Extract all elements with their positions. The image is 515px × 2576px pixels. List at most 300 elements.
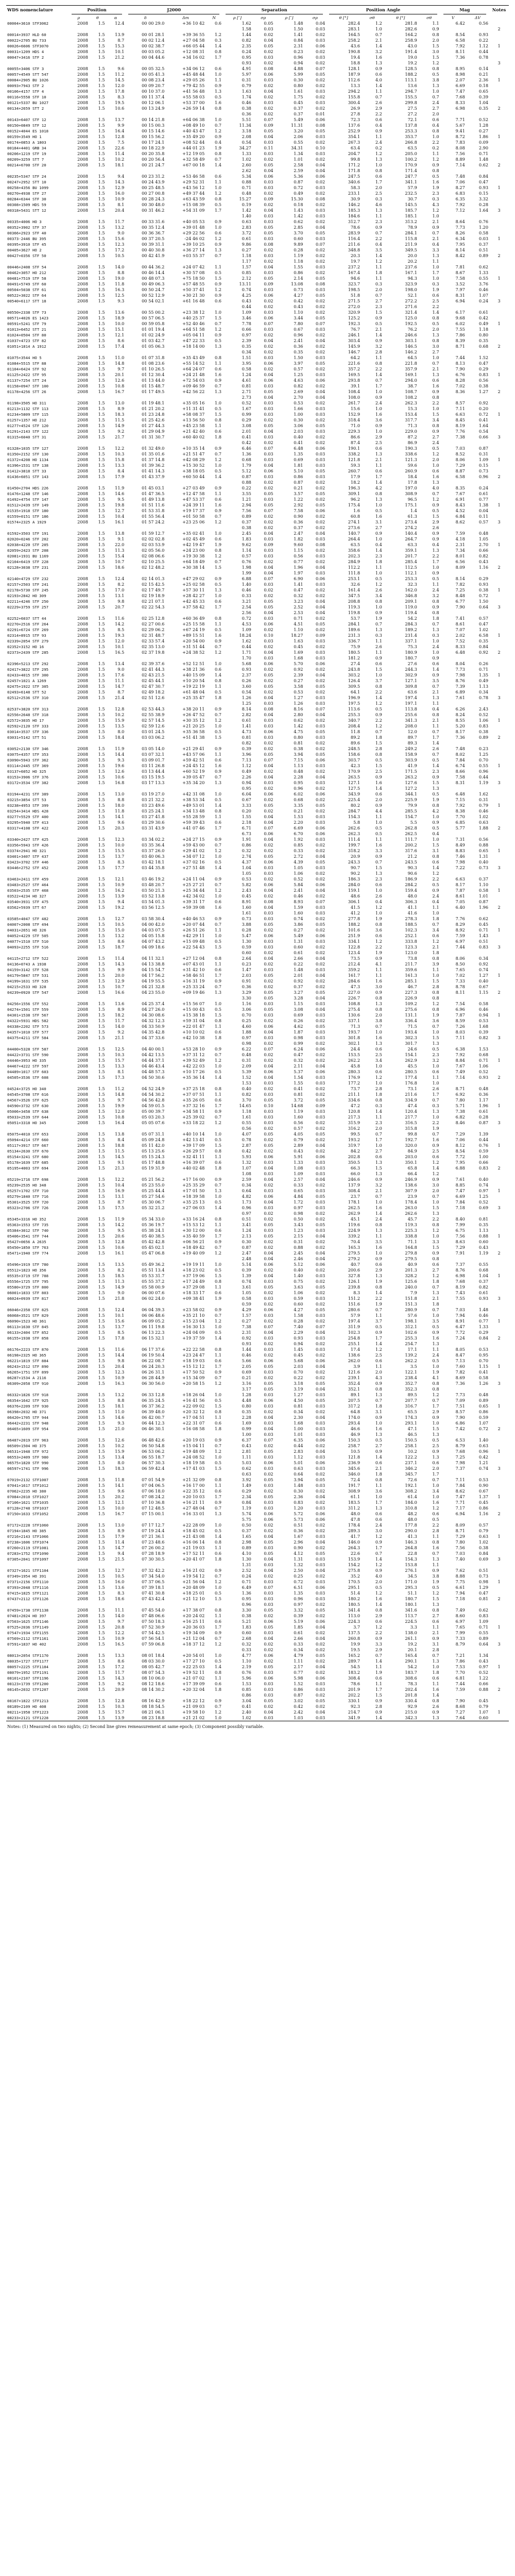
cell-wds-name: 01574+2325 A 1929 [7, 520, 46, 524]
cell-sep-err-2: 0.02 [316, 191, 325, 196]
cell-dec: +58 08 37 [182, 412, 205, 417]
cell-delta-m: 0.9 [215, 978, 222, 984]
cell-note [489, 525, 509, 531]
cell-mag-v: 7.36 [455, 735, 465, 740]
cell-wds-name: 00591+5241 STF 79 [7, 321, 46, 326]
cell-pa-err-1: 2.4 [375, 140, 382, 145]
cell-sep-err-2: 0.02 [316, 1126, 325, 1131]
table-row [6, 865, 509, 871]
cell-delta-m: 1.5 [215, 276, 222, 281]
cell-sep-err-1: 0.02 [264, 978, 273, 984]
cell-mag-v: 6.17 [455, 310, 465, 315]
cell-sep-err-1: 0.02 [264, 349, 273, 354]
cell-dec: +64 24 07 [182, 366, 205, 371]
cell-note: 1 [497, 1494, 501, 1499]
cell-obs-theta: 9.2 [117, 1029, 125, 1035]
cell-sep-1: 0.49 [242, 769, 251, 774]
cell-dec: +30 57 08 [182, 270, 205, 275]
cell-sep-err-2: 0.04 [316, 599, 325, 604]
cell-pa-err-1: 1.0 [375, 429, 382, 434]
cell-pa-2: 64.5 [407, 355, 417, 360]
cell-sep-1: 3.96 [242, 752, 251, 757]
cell-sep-2: 2.41 [294, 338, 303, 343]
cell-mag-v: 6.97 [455, 939, 465, 944]
cell-mag-dv: 0.71 [478, 151, 489, 156]
cell-mag-v: 8.83 [455, 848, 465, 853]
cell-pa-err-2: 2.5 [432, 298, 439, 303]
cell-sep-err-2: 0.06 [316, 661, 325, 666]
cell-sep-err-1: 0.07 [264, 117, 273, 122]
cell-mag-dv: 0.90 [478, 1483, 489, 1488]
cell-mag-dv: 0.87 [478, 1120, 489, 1125]
cell-note [489, 355, 509, 361]
cell-pa-err-2: 2.1 [432, 718, 439, 723]
cell-pa-err-2: 1.7 [432, 559, 439, 564]
cell-mag-v: 8.54 [455, 1148, 465, 1154]
cell-dec: +25 35 47 [182, 695, 205, 700]
cell-mag-v: 7.90 [455, 1415, 465, 1420]
cell-pa-err-2: 0.5 [432, 1046, 439, 1052]
cell-sep-2: 0.56 [294, 1120, 303, 1125]
cell-sep-2: 2.31 [294, 43, 303, 48]
cell-sep-err-1: 0.02 [264, 876, 273, 882]
cell-pa-2: 337.1 [405, 638, 417, 643]
cell-obs-rho: 1.5 [98, 1307, 105, 1312]
cell-obs-theta: 11.2 [115, 72, 125, 77]
cell-wds-name [6, 525, 68, 531]
cell-mag-v: 8.12 [455, 1143, 465, 1148]
cell-ra: 00 30 48.0 [142, 202, 165, 207]
cell-wds-name: 01137+7254 STT 24 [7, 378, 46, 383]
cell-sep-err-1: 0.03 [264, 718, 273, 723]
cell-sep-err-2: 0.05 [316, 752, 325, 757]
cell-mag-dv: 0.88 [478, 842, 489, 848]
cell-note: 2 [497, 1075, 501, 1080]
cell-wds-name: 06309+2058 STF 910 [7, 1381, 49, 1386]
cell-mag-v: 8.05 [455, 1347, 465, 1352]
cell-note [489, 536, 509, 542]
cell-sep-1: 1.44 [242, 1347, 251, 1352]
cell-wds-name: 03114+2445 STF 369 [7, 764, 49, 768]
cell-pa-err-2: 3.4 [432, 417, 439, 422]
cell-obs-year: 2008 [77, 519, 88, 524]
cell-note [489, 1471, 509, 1477]
cell-delta-m: 1.2 [215, 848, 222, 853]
cell-sep-1: 6.04 [242, 791, 251, 796]
cell-wds-name: 06133+2404 STF 852 [7, 1330, 49, 1335]
cell-pa-err-1: 2.9 [375, 434, 382, 439]
cell-dec: +35 02 41 [182, 531, 205, 536]
cell-dec: +39 01 48 [182, 225, 205, 230]
cell-wds-name: 00522+3022 STF 64 [7, 293, 46, 298]
cell-pa-err-1: 0.7 [375, 1131, 382, 1137]
cell-sep-err-2: 0.03 [316, 1347, 325, 1352]
cell-pa-2: 21.2 [407, 854, 417, 859]
cell-obs-rho: 1.5 [98, 1483, 105, 1488]
col-separation-header: Separation [261, 7, 287, 12]
cell-dec: +30 35 12 [182, 718, 205, 723]
cell-pa-1: 46.6 [350, 1426, 360, 1431]
cell-wds-name: 04179+5847 STF 531 [7, 973, 49, 978]
cell-mag-v: 7.82 [455, 1369, 465, 1375]
cell-pa-2: 285.5 [405, 808, 417, 814]
cell-sep-2: 1.75 [294, 94, 303, 99]
cell-note [489, 1018, 509, 1024]
cell-sep-2: 0.59 [294, 1296, 303, 1301]
cell-obs-rho: 1.5 [98, 497, 105, 502]
cell-obs-theta: 15.9 [115, 1449, 125, 1454]
cell-ra: 01 03 42.7 [142, 338, 165, 343]
cell-dec: +22 35 12 [182, 1488, 205, 1494]
cell-obs-year: 2008 [77, 729, 88, 734]
cell-obs-rho: 1.5 [98, 1052, 105, 1057]
table-row [6, 49, 509, 55]
cell-obs-year: 2008 [77, 1488, 88, 1494]
cell-dec: +52 40 46 [182, 321, 205, 326]
cell-mag-dv: 0.63 [478, 820, 489, 825]
cell-ra: 00 40 30.8 [142, 247, 165, 252]
cell-mag-v: 7.37 [455, 1262, 465, 1267]
cell-sep-2: 2.85 [294, 225, 303, 230]
cell-pa-2: 61.4 [407, 1494, 417, 1499]
cell-sep-1: 0.93 [242, 1341, 251, 1346]
cell-obs-year: 2008 [77, 446, 88, 451]
cell-sep-err-2: 0.09 [316, 633, 325, 638]
cell-sep-1: 5.66 [242, 1358, 251, 1363]
cell-sep-err-1: 0.03 [264, 151, 273, 156]
cell-sep-2: 0.53 [294, 689, 303, 694]
cell-obs-theta: 8.7 [117, 38, 125, 43]
cell-note [489, 1352, 509, 1358]
cell-obs-rho [89, 1256, 106, 1262]
cell-dec: +37 31 12 [182, 1052, 205, 1057]
cell-pa-2: 294.0 [405, 378, 417, 383]
cell-pa-err-2: 1.2 [432, 1228, 439, 1233]
cell-obs-theta: 11.7 [115, 219, 125, 224]
cell-dec: +49 37 44 [182, 191, 205, 196]
cell-pa-err-1: 3.2 [375, 49, 382, 54]
cell-pa-2: 41.6 [407, 910, 417, 916]
cell-obs-rho [89, 1171, 106, 1177]
cell-mag-dv: 0.68 [478, 344, 489, 349]
table-row [6, 1137, 509, 1143]
cell-delta-m: 0.8 [215, 956, 222, 961]
cell-pa-err-1: 1.2 [375, 939, 382, 944]
cell-dec: +34 06 12 [182, 66, 205, 71]
cell-pa-err-2: 1.5 [432, 514, 439, 519]
cell-sep-err-2: 0.04 [316, 531, 325, 536]
table-row [6, 791, 509, 797]
cell-note [489, 1097, 509, 1103]
cell-mag-dv: 0.76 [478, 1143, 489, 1148]
cell-mag-dv: 0.35 [478, 106, 489, 111]
cell-dec: +20 10 03 [182, 1494, 205, 1499]
cell-sep-1: 3.33 [242, 803, 251, 808]
cell-mag-v: 7.59 [455, 531, 465, 536]
cell-pa-1: 231.3 [348, 633, 360, 638]
cell-wds-name [6, 570, 68, 576]
cell-pa-err-1: 1.2 [375, 723, 382, 728]
cell-ra: 05 42 42.8 [142, 1239, 165, 1244]
cell-pa-err-2: 1.4 [432, 740, 439, 745]
cell-note [489, 746, 509, 752]
cell-obs-rho: 1.5 [98, 905, 105, 910]
cell-dec: +38 18 05 [182, 468, 205, 473]
cell-dec: +75 18 50 [182, 276, 205, 281]
cell-pa-err-2: 1.5 [432, 1205, 439, 1210]
cell-mag-dv: 0.96 [478, 1449, 489, 1454]
cell-obs-year [68, 1341, 89, 1347]
cell-wds-name: 05239+2535 HO 348 [7, 1183, 46, 1188]
cell-mag-dv: 0.84 [478, 644, 489, 649]
cell-delta-m: 1.2 [215, 287, 222, 292]
cell-wds-name: 01559+0151 STF 186 [7, 514, 49, 519]
cell-pa-1: 207.5 [348, 1398, 360, 1403]
cell-dec: +19 22 19 [182, 684, 205, 689]
cell-mag-dv [466, 1341, 489, 1347]
cell-pa-2: 188.2 [405, 72, 417, 77]
cell-wds-name: 00159+3549 HO 1 [7, 134, 42, 139]
cell-pa-2: 243.5 [405, 859, 417, 865]
cell-obs-year: 2008 [77, 457, 88, 462]
cell-pa-err-1: 1.3 [375, 451, 382, 456]
cell-obs-theta: 8.9 [117, 1007, 125, 1012]
cell-wds-name: 00235+5347 STF 24 [7, 174, 46, 179]
cell-pa-2: 27.5 [407, 106, 417, 111]
cell-sep-1: 2.73 [242, 395, 251, 400]
cell-sep-1: 0.99 [242, 1426, 251, 1431]
cell-note [489, 582, 509, 587]
cell-obs-theta: 12.3 [115, 837, 125, 842]
cell-dec: +26 51 26 [182, 927, 205, 933]
cell-pa-1: 41.5 [350, 905, 360, 910]
cell-pa-2: 43.0 [407, 43, 417, 48]
cell-ra: 00 33 31.6 [142, 219, 165, 224]
cell-obs-theta: 10.7 [115, 559, 125, 564]
cell-obs-rho: 1.5 [98, 519, 105, 524]
cell-obs-rho: 1.5 [98, 1063, 105, 1069]
cell-mag-dv: 1.68 [478, 1024, 489, 1029]
cell-mag-dv: 1.19 [478, 1250, 489, 1256]
cell-sep-1: 0.92 [242, 1335, 251, 1341]
cell-sep-2: 0.86 [294, 474, 303, 479]
cell-dec: +38 53 34 [182, 797, 205, 802]
cell-delta-m: 1.4 [215, 803, 222, 808]
cell-ra: 00 21 24.7 [142, 162, 165, 167]
cell-obs-theta: 10.5 [115, 253, 125, 258]
cell-note [489, 123, 509, 128]
table-row [6, 706, 509, 712]
cell-obs-year: 2008 [77, 587, 88, 592]
cell-sep-err-2: 0.03 [316, 26, 325, 31]
cell-mag-dv [466, 60, 489, 66]
cell-mag-v: 7.38 [455, 1109, 465, 1114]
cell-obs-year: 2008 [77, 978, 88, 984]
cell-note [489, 497, 509, 502]
table-row [6, 1211, 509, 1216]
cell-pa-err-1: 2.3 [375, 1120, 382, 1125]
cell-sep-1: 3.16 [242, 1381, 251, 1386]
cell-sep-2: 0.30 [294, 1488, 303, 1494]
cell-pa-err-1: 3.2 [375, 344, 382, 349]
cell-note: 3 [497, 298, 501, 303]
cell-mag-dv [466, 740, 489, 746]
cell-obs-rho: 1.5 [98, 593, 105, 598]
cell-mag-v: 8.17 [455, 882, 465, 887]
cell-obs-rho: 1.5 [98, 944, 105, 950]
cell-obs-theta: 16.1 [115, 519, 125, 524]
cell-obs-theta: 10.9 [115, 882, 125, 887]
cell-delta-m: 1.1 [215, 1092, 222, 1097]
cell-delta-m: 0.8 [215, 1086, 222, 1091]
cell-pa-err-1: 0.5 [375, 1437, 382, 1443]
cell-delta-m: 0.9 [215, 876, 222, 882]
cell-sep-err-2: 0.05 [316, 803, 325, 808]
cell-dec: +39 10 25 [182, 242, 205, 247]
cell-obs-year: 2008 [77, 372, 88, 377]
cell-sep-2: 2.66 [294, 956, 303, 961]
cell-wds-name: 06531+1948 STF 972 [7, 1449, 49, 1454]
cell-wds-name: 04338+2202 STF 573 [7, 1024, 49, 1029]
cell-obs-rho: 1.5 [98, 1420, 105, 1426]
cell-obs-year: 2008 [77, 100, 88, 105]
cell-pa-2: 333.8 [405, 939, 417, 944]
cell-obs-theta: 14.5 [115, 1154, 125, 1159]
cell-wds-name: 04077+1510 STF 510 [7, 939, 49, 944]
cell-sep-2: 3.63 [294, 1284, 303, 1290]
cell-sep-2: 34.31 [291, 145, 303, 150]
cell-pa-err-2: 1.3 [432, 1341, 439, 1346]
cell-delta-m: 0.9 [215, 1177, 222, 1182]
cell-delta-m: 1.7 [215, 55, 222, 60]
cell-pa-2: 238.4 [405, 1375, 417, 1380]
cell-sep-err-2: 0.02 [316, 1301, 325, 1307]
cell-delta-m: 1.5 [215, 412, 222, 417]
cell-wds-name: 04375+4211 STF 584 [7, 1036, 49, 1040]
cell-dec: +40 25 37 [182, 315, 205, 320]
cell-pa-err-1: 3.5 [375, 1239, 382, 1244]
table-row [6, 1454, 509, 1460]
cell-sep-1: 2.74 [242, 854, 251, 859]
cell-sep-err-2: 0.02 [316, 769, 325, 774]
cell-sep-1: 2.71 [242, 389, 251, 394]
cell-obs-year: 2008 [77, 1228, 88, 1233]
cell-obs-theta: 9.4 [117, 174, 125, 179]
cell-sep-2: 2.15 [294, 1233, 303, 1239]
cell-pa-1: 246.6 [348, 1177, 360, 1182]
cell-sep-err-1: 0.02 [264, 1488, 273, 1494]
cell-sep-err-1: 0.05 [264, 1097, 273, 1103]
cell-sep-1: 7.13 [242, 757, 251, 762]
cell-mag-v [440, 910, 466, 916]
cell-sep-1: 0.82 [242, 1092, 251, 1097]
cell-dec: +60 36 49 [182, 616, 205, 621]
cell-sep-2: 2.52 [294, 604, 303, 609]
cell-sep-1: 1.17 [242, 259, 251, 264]
cell-obs-year [68, 786, 89, 791]
cell-note: 3 [497, 434, 501, 439]
cell-mag-v: 8.78 [455, 984, 465, 989]
cell-obs-rho: 1.5 [98, 276, 105, 281]
cell-pa-1: 317.2 [348, 1403, 360, 1409]
cell-pa-err-1: 1.2 [375, 259, 382, 264]
cell-delta-m: 1.6 [215, 372, 222, 377]
cell-pa-2: 121.3 [405, 457, 417, 462]
cell-delta-m: 0.5 [215, 797, 222, 802]
cell-pa-err-1: 3.8 [375, 1018, 382, 1023]
cell-mag-dv: 0.74 [478, 1182, 489, 1188]
cell-pa-1: 258.2 [348, 38, 360, 43]
cell-sep-1: 1.32 [242, 1160, 251, 1165]
cell-pa-1: 48.6 [350, 893, 360, 899]
cell-sep-err-2: 0.03 [316, 735, 325, 740]
cell-obs-theta: 12.5 [115, 293, 125, 298]
cell-sep-err-2: 0.03 [316, 1199, 325, 1205]
cell-sep-2: 1.25 [294, 372, 303, 377]
cell-note [489, 689, 509, 695]
cell-ra [125, 831, 165, 837]
cell-pa-1: 61.1 [350, 1494, 360, 1499]
cell-obs-rho: 1.5 [98, 293, 105, 298]
cell-delta-m: 0.5 [215, 859, 222, 865]
cell-sep-err-1: 0.03 [264, 287, 273, 292]
cell-mag-dv: 1.07 [478, 293, 489, 298]
cell-pa-err-2: 1.5 [432, 780, 439, 785]
cell-note: 2 [497, 253, 501, 258]
cell-pa-2: 125.0 [405, 315, 417, 320]
cell-sep-2: 0.26 [294, 1018, 303, 1023]
cell-pa-2: 197.1 [405, 701, 417, 706]
cell-sep-err-2: 0.02 [316, 1409, 325, 1414]
cell-sep-err-2: 0.02 [316, 1216, 325, 1222]
cell-obs-year: 2008 [77, 1415, 88, 1420]
cell-pa-err-1: 2.6 [375, 893, 382, 899]
cell-mag-dv: 2.90 [478, 145, 489, 150]
cell-obs-year: 2008 [77, 1143, 88, 1148]
cell-sep-2: 3.43 [294, 1222, 303, 1227]
cell-mag-dv: 0.68 [478, 1052, 489, 1057]
cell-ra: 05 32 21.2 [142, 1205, 165, 1210]
cell-sep-err-1: 0.05 [264, 599, 273, 604]
cell-mag-dv: 2.36 [478, 77, 489, 82]
cell-pa-err-1: 1.6 [375, 1426, 382, 1431]
table-row [6, 1426, 509, 1432]
cell-ra: 04 35 42.8 [142, 1029, 165, 1035]
cell-sep-err-2: 0.02 [316, 1245, 325, 1250]
cell-note: 2 [497, 1250, 501, 1256]
cell-obs-year: 2008 [77, 293, 88, 298]
cell-mag-dv: 0.44 [478, 774, 489, 779]
cell-wds-name: 00504+5038 STF 61 [7, 287, 46, 292]
cell-obs-theta: 10.3 [115, 451, 125, 456]
cell-pa-err-1: 1.1 [375, 213, 382, 218]
cell-sep-1: 13.11 [239, 281, 251, 286]
cell-ra: 04 54 30.2 [142, 1092, 165, 1097]
cell-ra [125, 1471, 165, 1477]
cell-mag-dv: 0.72 [478, 412, 489, 417]
cell-delta-m: 0.6 [215, 21, 222, 26]
cell-mag-v: 7.56 [455, 151, 465, 156]
table-row [6, 60, 509, 66]
cell-obs-year: 2008 [77, 117, 88, 122]
cell-mag-v: 6.63 [455, 412, 465, 417]
table-row [6, 1471, 509, 1477]
cell-mag-v: 5.67 [455, 123, 465, 128]
cell-sep-2: 0.68 [294, 797, 303, 802]
cell-sep-err-2: 0.02 [316, 514, 325, 519]
cell-ra: 05 58 00.9 [142, 1284, 165, 1290]
cell-delta-m: 0.8 [215, 106, 222, 111]
